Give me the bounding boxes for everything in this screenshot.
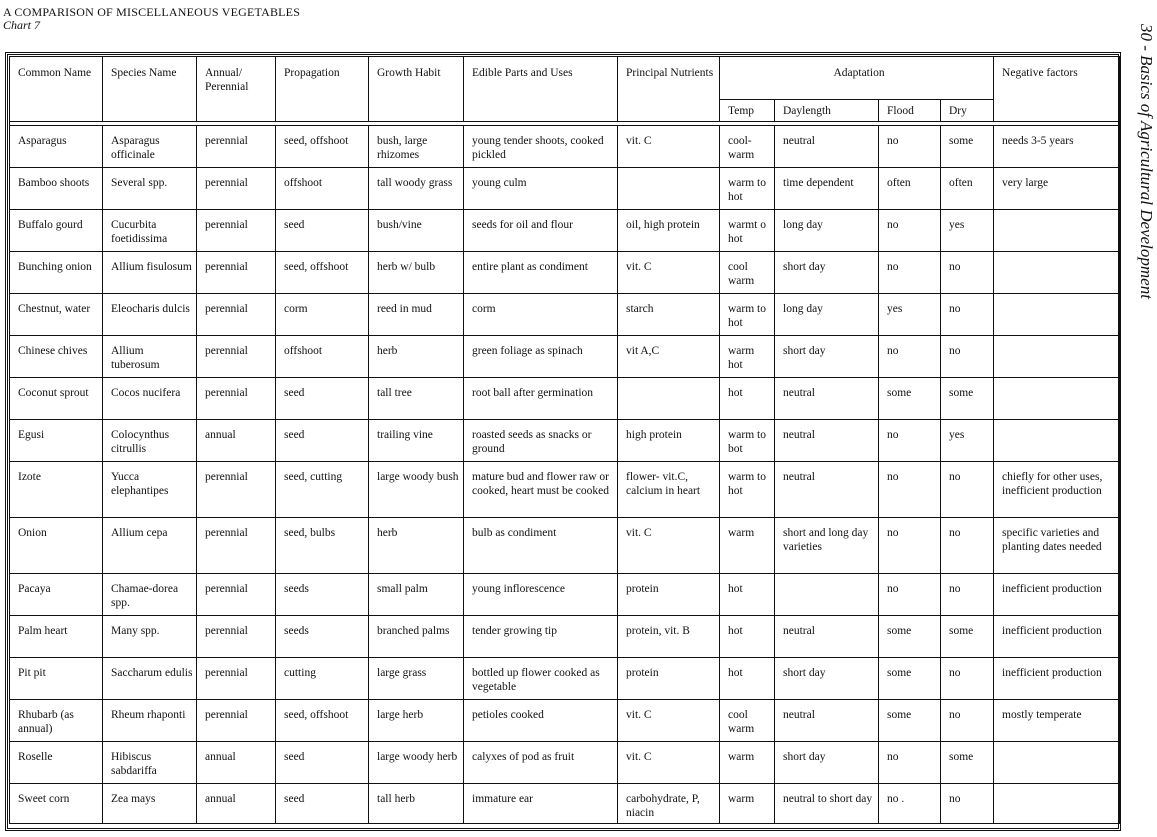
cell-daylength: neutral <box>775 462 879 518</box>
cell-negative-factors: very large <box>994 168 1120 210</box>
cell-annual-perennial: perennial <box>197 700 276 742</box>
cell-propagation: seed <box>276 420 369 462</box>
cell-species-name: Zea mays <box>103 784 197 824</box>
table-row <box>10 700 1120 742</box>
cell-edible-parts: mature bud and flower raw or cooked, heart must be cooked <box>464 462 618 518</box>
cell-propagation: corm <box>276 294 369 336</box>
cell-common-name: Pit pit <box>10 658 103 700</box>
table-inner-frame <box>7 54 1119 829</box>
cell-dry: no <box>941 252 994 294</box>
cell-annual-perennial: perennial <box>197 252 276 294</box>
vegetable-comparison-table <box>9 56 1120 824</box>
cell-nutrients: starch <box>618 294 720 336</box>
cell-nutrients: vit. C <box>618 742 720 784</box>
table-row <box>10 784 1120 824</box>
cell-propagation: seed <box>276 210 369 252</box>
cell-flood: some <box>879 700 941 742</box>
cell-nutrients <box>618 378 720 420</box>
cell-annual-perennial: annual <box>197 784 276 824</box>
cell-dry: no <box>941 518 994 574</box>
cell-growth-habit: large herb <box>369 700 464 742</box>
col-header-annual-perennial: Annual/ Perennial <box>197 57 276 122</box>
cell-daylength: neutral <box>775 126 879 168</box>
cell-growth-habit: small palm <box>369 574 464 616</box>
cell-growth-habit: branched palms <box>369 616 464 658</box>
cell-annual-perennial: annual <box>197 742 276 784</box>
cell-daylength: neutral <box>775 420 879 462</box>
cell-annual-perennial: perennial <box>197 336 276 378</box>
cell-species-name: Yucca elephantipes <box>103 462 197 518</box>
cell-dry: yes <box>941 210 994 252</box>
cell-dry: some <box>941 378 994 420</box>
cell-daylength: neutral <box>775 700 879 742</box>
cell-common-name: Bamboo shoots <box>10 168 103 210</box>
cell-growth-habit: herb <box>369 336 464 378</box>
cell-growth-habit: bush/vine <box>369 210 464 252</box>
cell-species-name: Chamae-dorea spp. <box>103 574 197 616</box>
cell-daylength: short and long day varieties <box>775 518 879 574</box>
cell-growth-habit: herb w/ bulb <box>369 252 464 294</box>
table-header <box>10 57 1120 122</box>
cell-temp: warm <box>720 784 775 824</box>
cell-edible-parts: young culm <box>464 168 618 210</box>
cell-growth-habit: herb <box>369 518 464 574</box>
col-header-daylength: Daylength <box>775 100 879 122</box>
col-header-negative-factors: Negative factors <box>994 57 1120 122</box>
cell-species-name: Colocynthus citrullis <box>103 420 197 462</box>
cell-temp: warm to bot <box>720 420 775 462</box>
cell-flood: no <box>879 336 941 378</box>
table-row <box>10 574 1120 616</box>
cell-common-name: Coconut sprout <box>10 378 103 420</box>
cell-negative-factors <box>994 784 1120 824</box>
table-row <box>10 168 1120 210</box>
cell-dry: no <box>941 336 994 378</box>
cell-growth-habit: tall herb <box>369 784 464 824</box>
cell-common-name: Sweet corn <box>10 784 103 824</box>
cell-temp: hot <box>720 378 775 420</box>
cell-growth-habit: large woody herb <box>369 742 464 784</box>
cell-species-name: Several spp. <box>103 168 197 210</box>
cell-nutrients: protein <box>618 574 720 616</box>
cell-negative-factors <box>994 210 1120 252</box>
col-header-propagation: Propagation <box>276 57 369 122</box>
cell-common-name: Izote <box>10 462 103 518</box>
cell-propagation: seed, offshoot <box>276 126 369 168</box>
cell-daylength: neutral <box>775 616 879 658</box>
cell-nutrients: vit. C <box>618 518 720 574</box>
cell-dry: no <box>941 462 994 518</box>
cell-propagation: seed, bulbs <box>276 518 369 574</box>
cell-common-name: Pacaya <box>10 574 103 616</box>
cell-nutrients: carbohydrate, P, niacin <box>618 784 720 824</box>
cell-annual-perennial: perennial <box>197 658 276 700</box>
cell-edible-parts: young tender shoots, cooked pickled <box>464 126 618 168</box>
cell-nutrients: vit. C <box>618 126 720 168</box>
cell-species-name: Eleocharis dulcis <box>103 294 197 336</box>
cell-common-name: Rhubarb (as annual) <box>10 700 103 742</box>
cell-edible-parts: bottled up flower cooked as vegetable <box>464 658 618 700</box>
cell-flood: no . <box>879 784 941 824</box>
cell-edible-parts: roasted seeds as snacks or ground <box>464 420 618 462</box>
cell-growth-habit: tall woody grass <box>369 168 464 210</box>
cell-nutrients: protein <box>618 658 720 700</box>
chart-title: A COMPARISON OF MISCELLANEOUS VEGETABLES <box>3 5 301 19</box>
cell-flood: no <box>879 420 941 462</box>
cell-nutrients: high protein <box>618 420 720 462</box>
cell-growth-habit: tall tree <box>369 378 464 420</box>
cell-edible-parts: bulb as condiment <box>464 518 618 574</box>
cell-species-name: Hibiscus sabdariffa <box>103 742 197 784</box>
col-header-edible-parts: Edible Parts and Uses <box>464 57 618 122</box>
cell-flood: some <box>879 658 941 700</box>
cell-temp: warm to hot <box>720 462 775 518</box>
table-row <box>10 742 1120 784</box>
cell-negative-factors: inefficient production <box>994 658 1120 700</box>
cell-growth-habit: trailing vine <box>369 420 464 462</box>
cell-flood: no <box>879 574 941 616</box>
table-row <box>10 210 1120 252</box>
col-header-nutrients: Principal Nutrients <box>618 57 720 122</box>
cell-temp: cool warm <box>720 252 775 294</box>
cell-flood: no <box>879 518 941 574</box>
cell-temp: cool warm <box>720 700 775 742</box>
table-body <box>10 122 1120 824</box>
cell-annual-perennial: perennial <box>197 126 276 168</box>
cell-nutrients: vit. C <box>618 700 720 742</box>
cell-annual-perennial: annual <box>197 420 276 462</box>
cell-propagation: seeds <box>276 616 369 658</box>
col-header-species-name: Species Name <box>103 57 197 122</box>
cell-daylength: long day <box>775 210 879 252</box>
cell-common-name: Onion <box>10 518 103 574</box>
cell-edible-parts: green foliage as spinach <box>464 336 618 378</box>
cell-dry: no <box>941 700 994 742</box>
cell-temp: hot <box>720 574 775 616</box>
cell-propagation: offshoot <box>276 336 369 378</box>
table-row <box>10 378 1120 420</box>
cell-species-name: Saccharum edulis <box>103 658 197 700</box>
chart-number: Chart 7 <box>3 18 41 32</box>
cell-species-name: Allium tuberosum <box>103 336 197 378</box>
col-header-flood: Flood <box>879 100 941 122</box>
cell-edible-parts: seeds for oil and flour <box>464 210 618 252</box>
cell-annual-perennial: perennial <box>197 616 276 658</box>
cell-propagation: seed <box>276 378 369 420</box>
cell-flood: no <box>879 462 941 518</box>
cell-edible-parts: calyxes of pod as fruit <box>464 742 618 784</box>
cell-negative-factors: chiefly for other uses, inefficient production <box>994 462 1120 518</box>
cell-dry: often <box>941 168 994 210</box>
table-row <box>10 658 1120 700</box>
cell-species-name: Cucurbita foetidissima <box>103 210 197 252</box>
cell-species-name: Asparagus officinale <box>103 126 197 168</box>
cell-nutrients <box>618 168 720 210</box>
cell-dry: some <box>941 126 994 168</box>
cell-daylength: long day <box>775 294 879 336</box>
cell-temp: cool-warm <box>720 126 775 168</box>
cell-common-name: Bunching onion <box>10 252 103 294</box>
cell-negative-factors <box>994 336 1120 378</box>
cell-edible-parts: young inflorescence <box>464 574 618 616</box>
cell-daylength: neutral to short day <box>775 784 879 824</box>
cell-temp: warm hot <box>720 336 775 378</box>
cell-negative-factors <box>994 742 1120 784</box>
cell-species-name: Many spp. <box>103 616 197 658</box>
col-header-adaptation: Adaptation <box>720 57 994 100</box>
cell-temp: warmt o hot <box>720 210 775 252</box>
cell-flood: no <box>879 126 941 168</box>
cell-flood: no <box>879 210 941 252</box>
cell-daylength <box>775 574 879 616</box>
table-row <box>10 518 1120 574</box>
cell-edible-parts: root ball after germination <box>464 378 618 420</box>
col-header-dry: Dry <box>941 100 994 122</box>
cell-species-name: Allium cepa <box>103 518 197 574</box>
cell-flood: often <box>879 168 941 210</box>
table-row <box>10 616 1120 658</box>
cell-propagation: seed <box>276 742 369 784</box>
cell-nutrients: flower- vit.C, calcium in heart <box>618 462 720 518</box>
cell-daylength: short day <box>775 252 879 294</box>
cell-dry: no <box>941 784 994 824</box>
cell-annual-perennial: perennial <box>197 378 276 420</box>
table-frame <box>5 52 1121 831</box>
cell-annual-perennial: perennial <box>197 518 276 574</box>
cell-common-name: Chestnut, water <box>10 294 103 336</box>
cell-temp: warm to hot <box>720 294 775 336</box>
cell-propagation: seed <box>276 784 369 824</box>
cell-dry: no <box>941 574 994 616</box>
table-row <box>10 462 1120 518</box>
cell-growth-habit: large grass <box>369 658 464 700</box>
cell-annual-perennial: perennial <box>197 168 276 210</box>
cell-daylength: time dependent <box>775 168 879 210</box>
cell-propagation: seed, offshoot <box>276 700 369 742</box>
cell-flood: yes <box>879 294 941 336</box>
cell-common-name: Buffalo gourd <box>10 210 103 252</box>
table-row <box>10 420 1120 462</box>
cell-flood: some <box>879 616 941 658</box>
cell-negative-factors <box>994 252 1120 294</box>
cell-flood: no <box>879 252 941 294</box>
cell-edible-parts: corm <box>464 294 618 336</box>
cell-nutrients: protein, vit. B <box>618 616 720 658</box>
page-side-caption <box>1137 24 1156 324</box>
cell-temp: warm <box>720 742 775 784</box>
col-header-growth-habit: Growth Habit <box>369 57 464 122</box>
table-row <box>10 336 1120 378</box>
cell-propagation: seed, offshoot <box>276 252 369 294</box>
cell-negative-factors <box>994 420 1120 462</box>
table-row <box>10 252 1120 294</box>
cell-negative-factors: specific varieties and planting dates needed <box>994 518 1120 574</box>
cell-nutrients: vit A,C <box>618 336 720 378</box>
cell-negative-factors <box>994 378 1120 420</box>
cell-growth-habit: reed in mud <box>369 294 464 336</box>
cell-edible-parts: tender growing tip <box>464 616 618 658</box>
cell-negative-factors: inefficient production <box>994 574 1120 616</box>
cell-negative-factors: needs 3-5 years <box>994 126 1120 168</box>
cell-common-name: Asparagus <box>10 126 103 168</box>
cell-annual-perennial: perennial <box>197 294 276 336</box>
cell-annual-perennial: perennial <box>197 210 276 252</box>
cell-common-name: Egusi <box>10 420 103 462</box>
cell-species-name: Rheum rhaponti <box>103 700 197 742</box>
cell-propagation: offshoot <box>276 168 369 210</box>
col-header-temp: Temp <box>720 100 775 122</box>
cell-negative-factors: inefficient production <box>994 616 1120 658</box>
cell-species-name: Allium fisulosum <box>103 252 197 294</box>
table-row <box>10 126 1120 168</box>
cell-propagation: cutting <box>276 658 369 700</box>
cell-dry: no <box>941 294 994 336</box>
cell-dry: some <box>941 742 994 784</box>
cell-temp: hot <box>720 658 775 700</box>
cell-daylength: short day <box>775 742 879 784</box>
cell-nutrients: vit. C <box>618 252 720 294</box>
cell-flood: no <box>879 742 941 784</box>
cell-temp: warm <box>720 518 775 574</box>
cell-daylength: short day <box>775 336 879 378</box>
cell-edible-parts: petioles cooked <box>464 700 618 742</box>
cell-flood: some <box>879 378 941 420</box>
cell-common-name: Palm heart <box>10 616 103 658</box>
cell-species-name: Cocos nucifera <box>103 378 197 420</box>
cell-daylength: short day <box>775 658 879 700</box>
cell-dry: some <box>941 616 994 658</box>
cell-common-name: Chinese chives <box>10 336 103 378</box>
side-caption-text: 30 - Basics of Agricultural Development <box>1137 24 1156 299</box>
cell-propagation: seed, cutting <box>276 462 369 518</box>
cell-dry: no <box>941 658 994 700</box>
cell-negative-factors <box>994 294 1120 336</box>
cell-temp: hot <box>720 616 775 658</box>
cell-propagation: seeds <box>276 574 369 616</box>
cell-annual-perennial: perennial <box>197 462 276 518</box>
cell-temp: warm to hot <box>720 168 775 210</box>
cell-common-name: Roselle <box>10 742 103 784</box>
cell-nutrients: oil, high protein <box>618 210 720 252</box>
cell-edible-parts: entire plant as condiment <box>464 252 618 294</box>
table-row <box>10 294 1120 336</box>
cell-growth-habit: large woody bush <box>369 462 464 518</box>
cell-negative-factors: mostly temperate <box>994 700 1120 742</box>
cell-daylength: neutral <box>775 378 879 420</box>
cell-edible-parts: immature ear <box>464 784 618 824</box>
col-header-common-name: Common Name <box>10 57 103 122</box>
cell-growth-habit: bush, large rhizomes <box>369 126 464 168</box>
cell-annual-perennial: perennial <box>197 574 276 616</box>
cell-dry: yes <box>941 420 994 462</box>
